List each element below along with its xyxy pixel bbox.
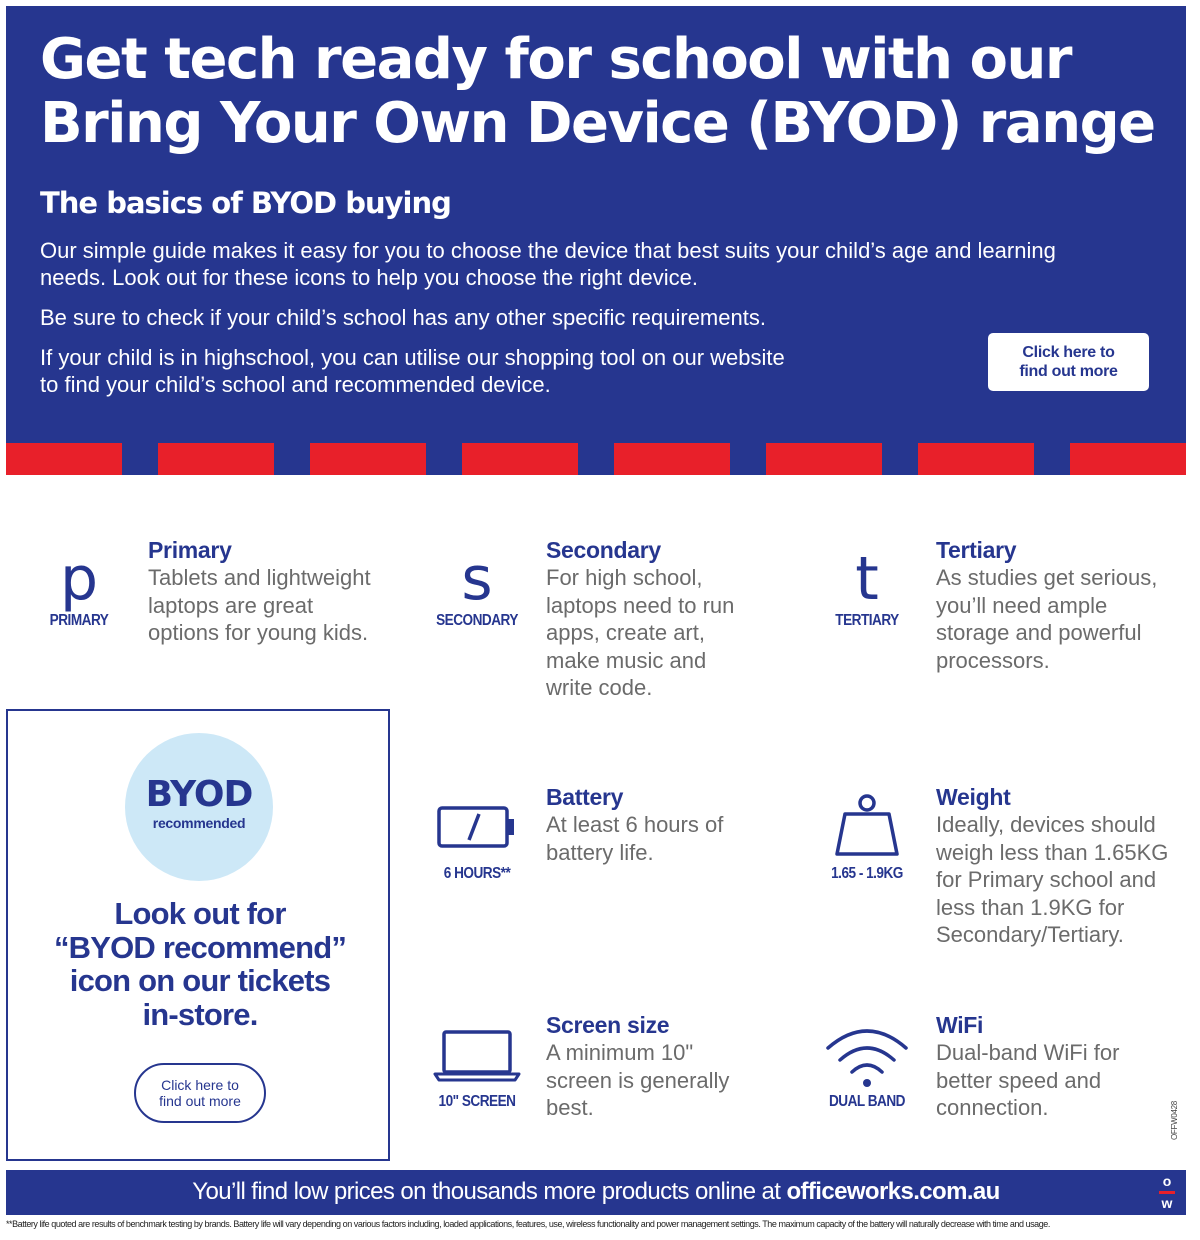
weight-title: Weight (936, 784, 1011, 810)
primary-title: Primary (148, 537, 232, 563)
hero-banner (6, 6, 1186, 446)
wifi-icon-label: DUAL BAND (828, 1093, 905, 1110)
button-label-line-1: Click here to (161, 1077, 239, 1093)
battery-icon (435, 804, 519, 850)
officeworks-logo (1152, 1174, 1182, 1211)
logo-letter-top: o (1162, 1173, 1172, 1189)
battery-title: Battery (546, 784, 624, 810)
weight-icon (831, 792, 903, 858)
hero-paragraph-guide: Our simple guide makes it easy for you to choose the device that best suits your child’s age and learning needs. Look out for these icons to help you choose the right device. (40, 238, 1056, 290)
stripe-segment (918, 443, 1034, 475)
tertiary-description: As studies get serious, you’ll need ample storage and powerful processors. (936, 565, 1158, 673)
button-label-line-2: find out more (159, 1093, 241, 1109)
tertiary-icon-label: TERTIARY (835, 612, 899, 629)
footer-banner (6, 1170, 1186, 1215)
hero-subtitle: The basics of BYOD buying (40, 186, 451, 220)
callout-line-1: Look out for (114, 896, 286, 931)
wifi-description: Dual-band WiFi for better speed and connection. (936, 1040, 1120, 1120)
footer-text-prefix: You’ll find low prices on thousands more products online at (192, 1178, 787, 1205)
callout-line-4: in-store. (142, 996, 258, 1032)
byod-find-out-more-button[interactable] (134, 1063, 266, 1123)
screen-size-title: Screen size (546, 1012, 670, 1038)
primary-letter: p (59, 544, 99, 614)
battery-disclaimer: **Battery life quoted are results of benchmark testing by brands. Battery life will vary depending on various factors including, loaded applications, features, use, wireless functionality and power management settings. The maximum capacity of the battery will naturally decrease with time and usage. (6, 1219, 1050, 1229)
weight-icon-label: 1.65 - 1.9KG (831, 865, 903, 882)
hero-paragraph-shopping-tool: If your child is in highschool, you can utilise our shopping tool on our website to find your child’s school and recommended device. (40, 345, 785, 397)
stripe-segment (158, 443, 274, 475)
byod-recommended-box (6, 709, 390, 1161)
stripe-segment (6, 443, 122, 475)
footer-text (6, 1178, 1186, 1206)
wifi-icon (822, 1024, 912, 1088)
stripe-segment (766, 443, 882, 475)
badge-title: BYOD (145, 774, 253, 815)
callout-line-2: “BYOD recommend” (53, 929, 347, 965)
screen-size-description: A minimum 10" screen is generally best. (546, 1040, 730, 1120)
button-label-line-2: find out more (1019, 363, 1118, 380)
primary-icon-label: PRIMARY (49, 612, 109, 629)
byod-callout-text (28, 897, 372, 1031)
secondary-description: For high school, laptops need to run apps, create art, make music and write code. (546, 565, 735, 700)
button-label-line-1: Click here to (1022, 344, 1115, 361)
battery-icon-label: 6 HOURS** (443, 865, 511, 882)
weight-spec-icon (812, 792, 922, 883)
callout-line-3: icon on our tickets (69, 963, 331, 998)
tertiary-icon (812, 546, 922, 630)
byod-recommended-badge (125, 733, 273, 881)
battery-spec-icon (422, 804, 532, 883)
laptop-icon (432, 1028, 522, 1084)
battery-description: At least 6 hours of battery life. (546, 812, 724, 865)
secondary-icon-label: SECONDARY (436, 612, 518, 629)
stripe-segment (614, 443, 730, 475)
stripe-segment (310, 443, 426, 475)
hero-title (40, 28, 1160, 156)
secondary-letter: s (461, 544, 493, 614)
hero-paragraph-requirements: Be sure to check if your child’s school has any other specific requirements. (40, 305, 766, 330)
screen-icon-label: 10" SCREEN (438, 1093, 516, 1110)
tertiary-title: Tertiary (936, 537, 1017, 563)
logo-divider (1159, 1191, 1175, 1194)
weight-description: Ideally, devices should weigh less than 1.65KG for Primary school and less than 1.9KG for Secondary/Tertiary. (936, 812, 1169, 947)
decorative-stripe (6, 443, 1186, 475)
primary-icon (24, 546, 134, 630)
screen-spec-icon (422, 1028, 532, 1111)
secondary-icon (422, 546, 532, 630)
stripe-segment (1070, 443, 1186, 475)
hero-title-line-1: Get tech ready for school with our (40, 27, 1071, 92)
find-out-more-button[interactable] (988, 333, 1149, 391)
primary-description: Tablets and lightweight laptops are great options for young kids. (148, 565, 371, 645)
badge-subtitle: recommended (152, 815, 246, 831)
hero-title-line-2: Bring Your Own Device (BYOD) range (40, 91, 1155, 156)
secondary-title: Secondary (546, 537, 661, 563)
wifi-spec-icon (812, 1024, 922, 1111)
catalogue-code: OFFW0428 (1170, 1101, 1179, 1140)
wifi-title: WiFi (936, 1012, 984, 1038)
logo-letter-bottom: w (1161, 1195, 1173, 1211)
stripe-segment (462, 443, 578, 475)
website-link[interactable]: officeworks.com.au (786, 1178, 1000, 1205)
tertiary-letter: t (855, 544, 879, 614)
